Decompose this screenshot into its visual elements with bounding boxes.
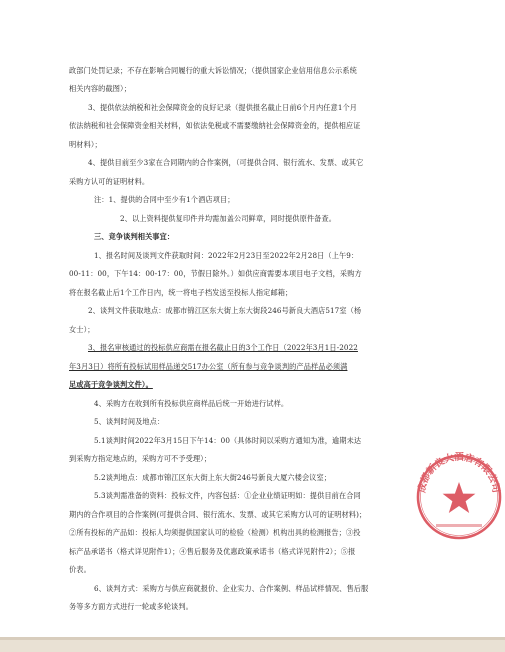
text-line: 5、谈判时间及地点： (94, 417, 165, 426)
scan-bottom-edge (0, 637, 505, 652)
text-line: 年3月3日）将所有投标试用样品递交517办公室（所有参与竞争谈判的产品样品必须满 (69, 362, 348, 371)
text-line: 政部门处罚记录；不存在影响合同履行的重大诉讼情况；（提供国家企业信用信息公示系统 (69, 66, 357, 75)
text-line: ②所有投标的产品如：投标人均须提供国家认可的检验（检测）机构出具的检测报告；③投 (69, 528, 361, 537)
text-line: 5.2谈判地点：成都市锦江区东大街上东大街246号新良大厦六楼会议室； (94, 473, 332, 482)
text-line: 明材料）； (69, 140, 102, 149)
text-line: 足或高于竞争谈判文件）。 (69, 380, 153, 389)
text-line: 5.1谈判时间2022年3月15日下午14：00（具体时间以采购方通知为准，逾期未达 (94, 436, 362, 445)
text-line: 依法纳税和社会保障资金相关材料，如依法免税或不需要缴纳社会保障资金的，提供相应证 (69, 121, 361, 130)
text-line: 3、报名审核通过的投标供应商需在报名截止日的3个工作日（2022年3月1日-2022 (88, 343, 358, 352)
text-line: 相关内容的截图）； (69, 84, 131, 93)
text-line: 到采购方指定地点的，采购方可不予受理）； (69, 454, 212, 463)
text-line: 务等多方面方式进行一轮或多轮谈判。 (69, 602, 193, 611)
text-line: 2、谈判文件获取地点：成都市锦江区东大街上东大街段246号新良大酒店517室（杨 (88, 306, 362, 315)
text-line: 3、提供依法纳税和社会保障资金的良好记录（提供报名截止日前6个月内任意1个月 (88, 103, 358, 112)
text-line: 期内的合作项目的合作案例(可提供合同、银行流水、发票、或其它采购方认可的证明材料)； (69, 510, 367, 519)
text-line: 2、以上资料提供复印件并均需加盖公司鲜章，同时提供原件备查。 (120, 214, 337, 223)
text-line: 价表。 (69, 565, 91, 574)
text-line: 1、报名时间及谈判文件获取时间：2022年2月23日至2022年2月28日（上午9： (94, 251, 359, 260)
text-line: 注：1、提供的合同中至少有1个酒店项目； (94, 195, 235, 204)
text-line: 采购方认可的证明材料。 (69, 177, 150, 186)
section-heading: 三、竞争谈判相关事宜： (94, 232, 175, 241)
seal-text: 成都新良大酒店有限公司 (416, 452, 502, 494)
text-line: 将在报名截止后1个工作日内，统一将电子档发送至投标人指定邮箱； (69, 288, 293, 297)
seal-star-icon (443, 482, 476, 513)
text-line: 00-11：00，下午14：00-17：00，节假日除外。）如供应商需要本项目电子文档，采购方 (69, 269, 362, 278)
text-line: 女士）； (69, 325, 95, 334)
text-line: 6、谈判方式：采购方与供应商就报价、企业实力、合作案例、样品试样情况、售后服 (94, 584, 369, 593)
page-shadow (0, 637, 505, 640)
text-line: 标产品承诺书（格式详见附件1）；④售后服务及优惠政策承诺书（格式详见附件2）；⑤报 (69, 547, 356, 556)
text-line: 4、采购方在收到所有投标供应商样品后统一开始进行试样。 (94, 399, 289, 408)
text-line: 4、提供目前至少3家在合同期内的合作案例，（可提供合同、银行流水、发票、或其它 (88, 158, 364, 167)
text-line: 5.3谈判需准备的资料：投标文件，内容包括：①企业业绩证明如：提供目前在合同 (94, 491, 361, 500)
company-seal (414, 452, 504, 542)
